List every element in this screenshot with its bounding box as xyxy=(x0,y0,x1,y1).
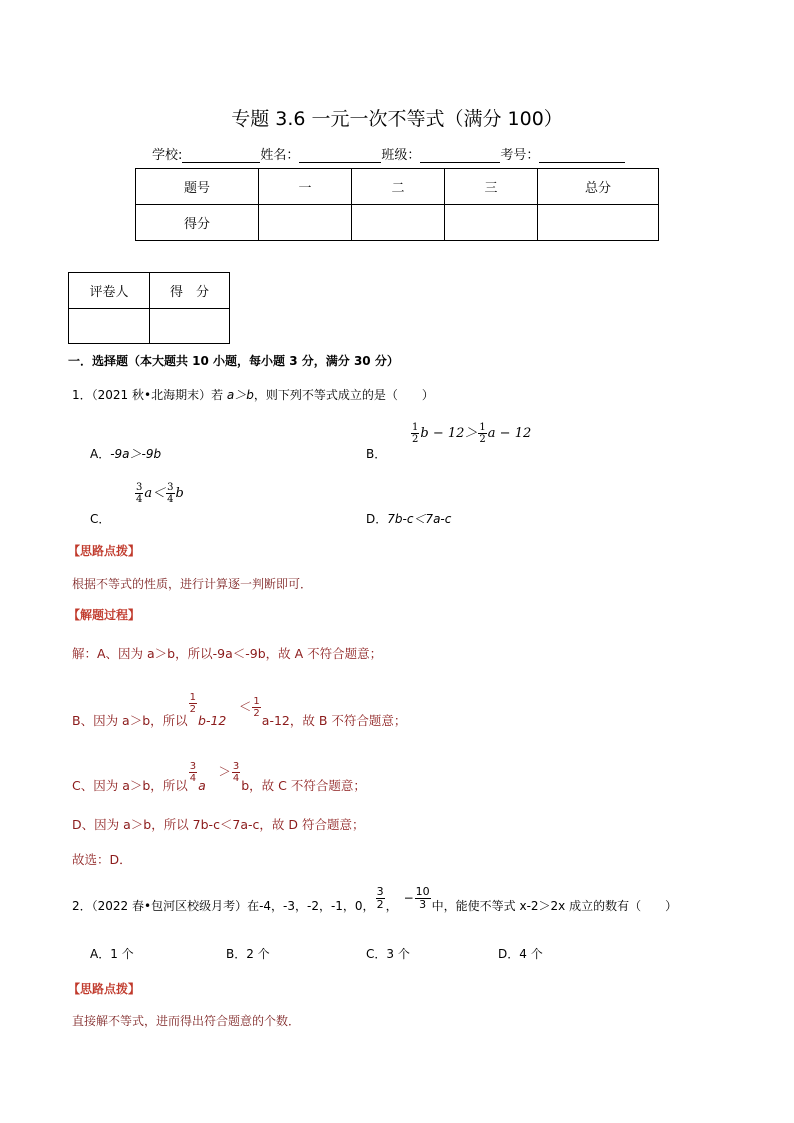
student-info-line xyxy=(152,144,625,163)
q1-stem-prefix: 1．（2021 秋•北海期末）若 xyxy=(72,388,224,402)
question-2-stem xyxy=(72,886,677,911)
process-label: 【解题过程】 xyxy=(68,608,141,622)
score-cell-total[interactable] xyxy=(538,205,659,241)
grader-table xyxy=(68,272,230,344)
question-1-stem xyxy=(72,386,434,403)
q1-option-d-text: 7b-c＜7a-c xyxy=(387,512,452,526)
sol-c-frac-2: $\frac{3}{4}$ xyxy=(232,761,240,784)
score-row-label: 得分 xyxy=(136,205,259,241)
sol-c-frac-1: $\frac{3}{4}$ xyxy=(189,761,197,784)
grader-score-cell[interactable] xyxy=(150,309,230,344)
exam-no-field[interactable] xyxy=(539,148,625,163)
q1-option-a-label: A． xyxy=(90,447,111,461)
solution-line-a: 解：A、因为 a＞b，所以-9a＜-9b，故 A 不符合题意； xyxy=(72,646,383,661)
q1-option-a-text: -9a＞-9b xyxy=(110,447,162,461)
sol-b-op: ＜ xyxy=(238,699,252,714)
sol-b-frac-1: $\frac{1}{2}$ xyxy=(189,692,197,715)
q2-neg: − xyxy=(403,891,414,905)
q1-c-tail: b xyxy=(175,486,184,501)
grader-cell[interactable] xyxy=(69,309,150,344)
score-cell-1[interactable] xyxy=(259,205,352,241)
hint-label-2: 【思路点拨】 xyxy=(68,982,141,996)
sol-b-term: b-12 xyxy=(198,713,227,728)
score-header-number: 题号 xyxy=(136,169,259,205)
sol-c-term: a xyxy=(198,778,206,793)
q2-frac-2: $\frac{10}{3}$ xyxy=(415,885,430,911)
solution-answer: 故选：D． xyxy=(72,852,132,867)
q1-b-mid: b − 12＞ xyxy=(420,426,478,441)
sol-b-suffix: a-12，故 B 不符合题意； xyxy=(261,713,407,728)
name-field[interactable] xyxy=(299,148,381,163)
q2-option-b[interactable]: B．2 个 xyxy=(226,947,270,961)
score-header-2: 二 xyxy=(352,169,445,205)
q2-stem-suffix: 中，能使不等式 x-2＞2x 成立的数有（ ） xyxy=(431,899,678,913)
grader-header: 评卷人 xyxy=(69,273,150,309)
q1-stem-suffix: ，则下列不等式成立的是（ ） xyxy=(253,388,434,402)
q1-option-d[interactable] xyxy=(366,510,451,527)
class-label: 班级： xyxy=(381,148,421,163)
solution-line-c xyxy=(72,761,366,798)
grader-score-header: 得 分 xyxy=(150,273,230,309)
score-header-total: 总分 xyxy=(538,169,659,205)
q1-b-tail: a − 12 xyxy=(487,426,532,441)
hint-text-1: 根据不等式的性质，进行计算逐一判断即可． xyxy=(72,577,313,591)
q2-option-d[interactable]: D．4 个 xyxy=(498,947,543,961)
q1-option-a[interactable] xyxy=(90,445,161,462)
sol-b-prefix: B、因为 a＞b，所以 xyxy=(72,713,188,728)
sol-c-prefix: C、因为 a＞b，所以 xyxy=(72,778,188,793)
q2-option-c[interactable]: C．3 个 xyxy=(366,947,410,961)
q1-option-b-label[interactable]: B． xyxy=(366,447,387,461)
school-field[interactable] xyxy=(182,148,260,163)
hint-text-2: 直接解不等式，进而得出符合题意的个数． xyxy=(72,1014,301,1028)
q1-c-mid: a＜ xyxy=(144,486,166,501)
q2-sep: ， xyxy=(385,899,392,913)
q1-b-frac-1: $\frac{1}{2}$ xyxy=(412,422,419,445)
school-label: 学校: xyxy=(152,148,183,163)
solution-line-d: D、因为 a＞b，所以 7b-c＜7a-c，故 D 符合题意； xyxy=(72,817,365,832)
q1-c-frac-1: $\frac{3}{4}$ xyxy=(136,482,143,505)
q2-option-a[interactable]: A．1 个 xyxy=(90,947,134,961)
score-table xyxy=(135,168,659,241)
hint-label-1: 【思路点拨】 xyxy=(68,544,141,558)
score-cell-2[interactable] xyxy=(352,205,445,241)
score-header-1: 一 xyxy=(259,169,352,205)
q2-stem-prefix: 2．（2022 春•包河区校级月考）在-4，-3，-2，-1，0， xyxy=(72,899,375,913)
sol-b-frac-2: $\frac{1}{2}$ xyxy=(253,696,260,719)
section-heading: 一．选择题（本大题共 10 小题，每小题 3 分，满分 30 分） xyxy=(68,354,399,368)
solution-line-b xyxy=(72,692,407,733)
class-field[interactable] xyxy=(420,148,500,163)
q1-b-frac-2: $\frac{1}{2}$ xyxy=(479,422,486,445)
name-label: 姓名： xyxy=(260,148,300,163)
q1-condition: a＞b xyxy=(226,388,254,402)
q1-option-c-expr xyxy=(134,482,184,505)
page-title: 专题 3.6 一元一次不等式（满分 100） xyxy=(231,108,563,130)
q1-c-frac-2: $\frac{3}{4}$ xyxy=(167,482,174,505)
exam-no-label: 考号： xyxy=(500,148,540,163)
score-header-3: 三 xyxy=(445,169,538,205)
sol-c-op: ＞ xyxy=(218,764,231,779)
q2-frac-1: $\frac{3}{2}$ xyxy=(376,885,384,911)
q1-option-d-label: D． xyxy=(366,512,388,526)
q1-option-b-expr xyxy=(410,422,531,445)
sol-c-suffix: b，故 C 不符合题意； xyxy=(241,778,366,793)
q1-option-c-label[interactable]: C． xyxy=(90,512,111,526)
score-cell-3[interactable] xyxy=(445,205,538,241)
